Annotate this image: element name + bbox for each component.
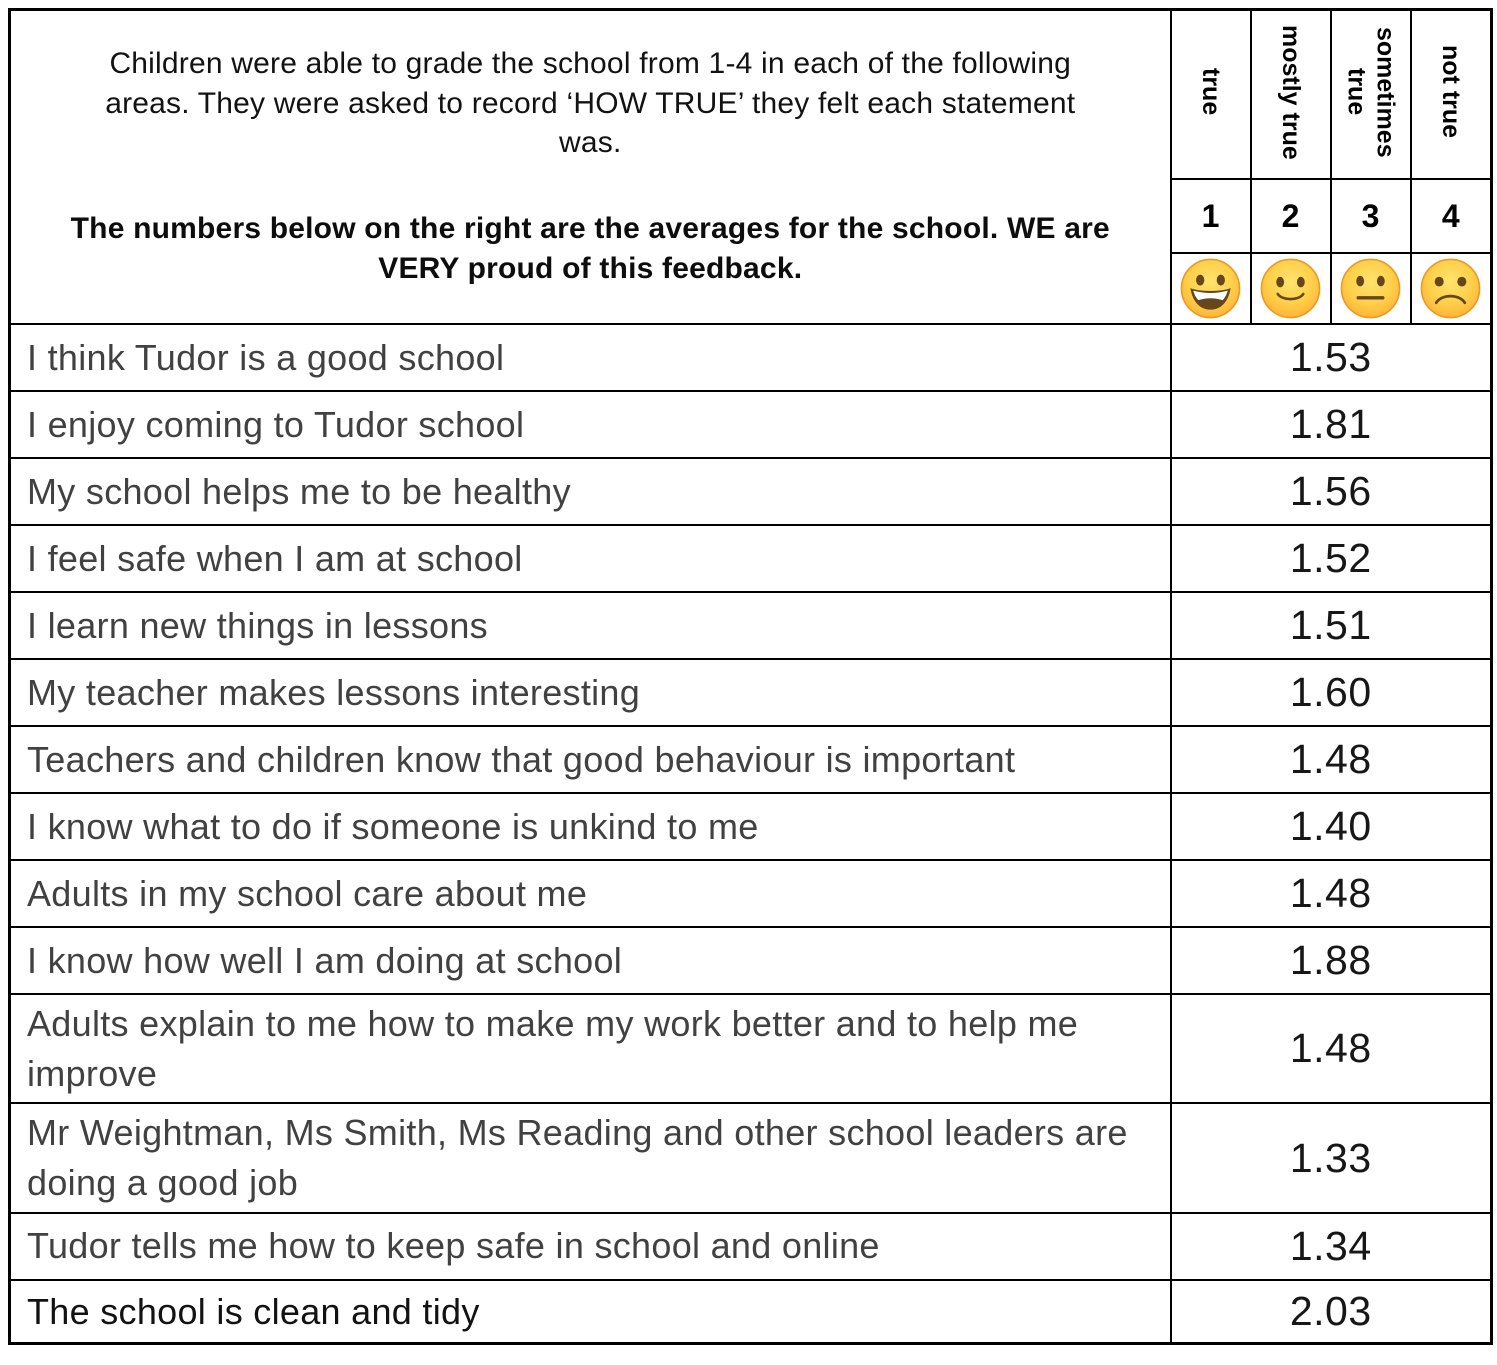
- grade-number-2: 2: [1251, 179, 1331, 253]
- table-row: [10, 391, 1492, 458]
- statement-cell: I know how well I am doing at school: [10, 927, 1171, 994]
- grade-number-3: 3: [1331, 179, 1411, 253]
- statement-cell: Tudor tells me how to keep safe in school and online: [10, 1213, 1171, 1280]
- statement-cell: The school is clean and tidy: [10, 1280, 1171, 1344]
- column-label-true: true: [1196, 68, 1225, 116]
- table-row: [10, 1213, 1492, 1280]
- frowning-face-icon: [1419, 257, 1482, 320]
- average-value: 1.34: [1171, 1213, 1492, 1280]
- statement-cell: I enjoy coming to Tudor school: [10, 391, 1171, 458]
- column-label-mostly-true: mostly true: [1276, 24, 1305, 160]
- average-value: 1.56: [1171, 458, 1492, 525]
- table-row: [10, 793, 1492, 860]
- table-row: [10, 525, 1492, 592]
- grade-number-1: 1: [1171, 179, 1251, 253]
- emoji-cell-3: [1331, 253, 1411, 324]
- statement-cell: My school helps me to be healthy: [10, 458, 1171, 525]
- header-intro-text: Children were able to grade the school from 1-4 in each of the following areas. They were asked to record ‘HOW TRUE’ they felt each statement was.: [105, 47, 1076, 160]
- header-note-text: The numbers below on the right are the averages for the school. WE are VERY proud of this feedback.: [70, 211, 1110, 286]
- column-header-true: [1171, 10, 1251, 180]
- table-row: [10, 324, 1492, 391]
- header-label-row: [10, 10, 1492, 180]
- table-row: [10, 458, 1492, 525]
- neutral-face-icon: [1339, 257, 1402, 320]
- average-value: 1.53: [1171, 324, 1492, 391]
- table-row: [10, 994, 1492, 1103]
- average-value: 1.40: [1171, 793, 1492, 860]
- average-value: 1.52: [1171, 525, 1492, 592]
- column-header-not-true: [1411, 10, 1492, 180]
- average-value: 1.33: [1171, 1103, 1492, 1212]
- emoji-cell-4: [1411, 253, 1492, 324]
- statement-cell: Teachers and children know that good behaviour is important: [10, 726, 1171, 793]
- average-value: 1.81: [1171, 391, 1492, 458]
- table-row: [10, 927, 1492, 994]
- average-value: 1.48: [1171, 860, 1492, 927]
- statement-cell: I think Tudor is a good school: [10, 324, 1171, 391]
- table-row: [10, 659, 1492, 726]
- average-value: 1.51: [1171, 592, 1492, 659]
- emoji-cell-1: [1171, 253, 1251, 324]
- table-row: [10, 1103, 1492, 1212]
- statement-cell: Adults explain to me how to make my work better and to help me improve: [10, 994, 1171, 1103]
- statement-cell: Mr Weightman, Ms Smith, Ms Reading and other school leaders are doing a good job: [10, 1103, 1171, 1212]
- statement-cell: I feel safe when I am at school: [10, 525, 1171, 592]
- table-row: [10, 860, 1492, 927]
- average-value: 1.48: [1171, 726, 1492, 793]
- table-row: [10, 726, 1492, 793]
- average-value: 1.60: [1171, 659, 1492, 726]
- table-row: [10, 1280, 1492, 1344]
- column-header-mostly-true: [1251, 10, 1331, 180]
- average-value: 1.88: [1171, 927, 1492, 994]
- slightly-smiling-face-icon: [1259, 257, 1322, 320]
- average-value: 2.03: [1171, 1280, 1492, 1344]
- statement-cell: Adults in my school care about me: [10, 860, 1171, 927]
- emoji-cell-2: [1251, 253, 1331, 324]
- statement-cell: I learn new things in lessons: [10, 592, 1171, 659]
- average-value: 1.48: [1171, 994, 1492, 1103]
- statement-cell: My teacher makes lessons interesting: [10, 659, 1171, 726]
- grinning-face-icon: [1179, 257, 1242, 320]
- header-intro-cell: [10, 10, 1171, 325]
- grade-number-4: 4: [1411, 179, 1492, 253]
- column-header-sometimes-true: [1331, 10, 1411, 180]
- column-label-not-true: not true: [1437, 45, 1466, 139]
- statement-cell: I know what to do if someone is unkind to me: [10, 793, 1171, 860]
- survey-table: [8, 8, 1493, 1345]
- table-row: [10, 592, 1492, 659]
- column-label-sometimes-true: sometimes true: [1342, 26, 1400, 158]
